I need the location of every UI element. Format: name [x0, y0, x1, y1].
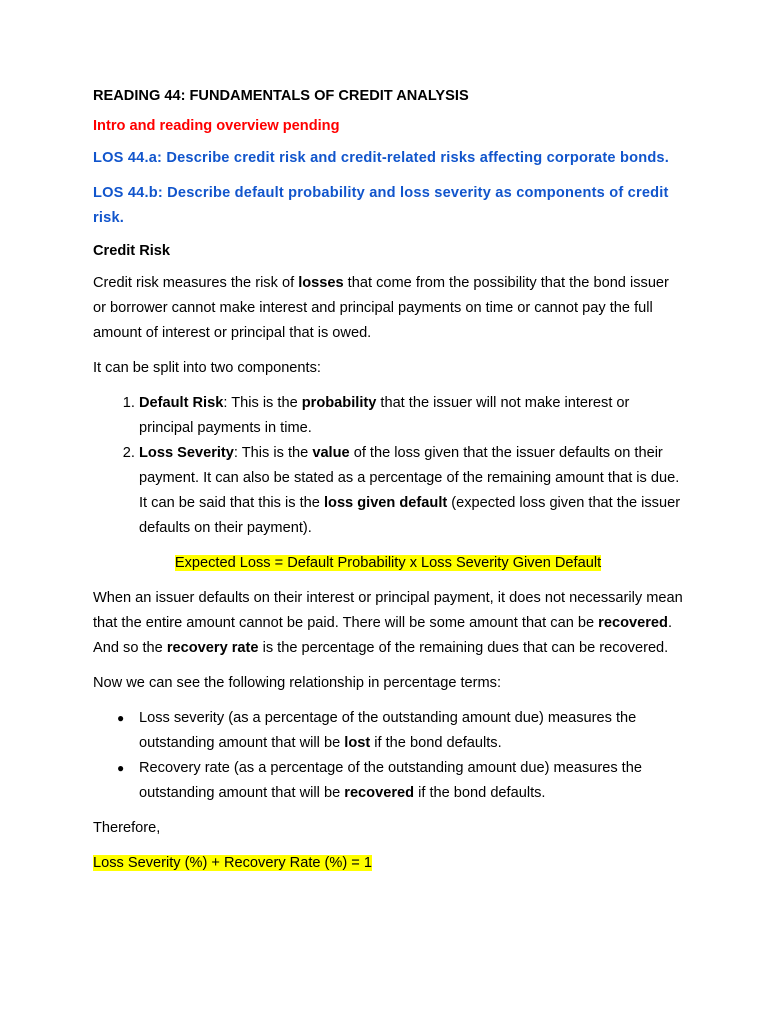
expected-loss-formula: Expected Loss = Default Probability x Loss Severity Given Default	[174, 555, 602, 571]
list-item-default-risk: 1. Default Risk: This is the probability that the issuer will not make interest or principal payments in time.	[139, 391, 683, 441]
bullet-icon: ●	[117, 711, 125, 725]
los-44b: LOS 44.b: Describe default probability and loss severity as components of credit risk.	[93, 185, 669, 226]
reading-title: READING 44: FUNDAMENTALS OF CREDIT ANALYSIS	[93, 88, 469, 104]
loss-recovery-formula: Loss Severity (%) + Recovery Rate (%) = 1	[93, 855, 372, 871]
document-page	[93, 86, 683, 886]
list-item-loss-severity: 2. Loss Severity: This is the value of the loss given that the issuer defaults on their payment. It can also be stated as a percentage of the remaining amount that is due. It can be said that this is the loss given default (expected loss given that the issuer defaults on their payment).	[139, 441, 683, 541]
credit-risk-definition: Credit risk measures the risk of losses that come from the possibility that the bond issuer or borrower cannot make interest and principal payments on time or cannot pay the full amount of interest or principal that is owed.	[93, 275, 669, 341]
relationship-bullets	[93, 706, 683, 806]
bullet-icon: ●	[117, 761, 125, 775]
components-intro: It can be split into two components:	[93, 360, 321, 376]
section-heading-credit-risk: Credit Risk	[93, 243, 171, 259]
components-list	[93, 391, 683, 541]
intro-note: Intro and reading overview pending	[93, 118, 340, 134]
los-44a: LOS 44.a: Describe credit risk and credit-related risks affecting corporate bonds.	[93, 150, 670, 166]
list-item-recovery-rate-pct: ● Recovery rate (as a percentage of the outstanding amount due) measures the outstanding amount that will be recovered if the bond defaults.	[139, 756, 683, 806]
therefore-text: Therefore,	[93, 820, 161, 836]
list-item-loss-severity-pct: ● Loss severity (as a percentage of the outstanding amount due) measures the outstanding amount that will be lost if the bond defaults.	[139, 706, 683, 756]
recovery-paragraph: When an issuer defaults on their interest or principal payment, it does not necessarily mean that the entire amount cannot be paid. There will be some amount that can be recovered. And so the recovery rate is the percentage of the remaining dues that can be recovered.	[93, 590, 683, 656]
relationship-intro: Now we can see the following relationship in percentage terms:	[93, 675, 502, 691]
